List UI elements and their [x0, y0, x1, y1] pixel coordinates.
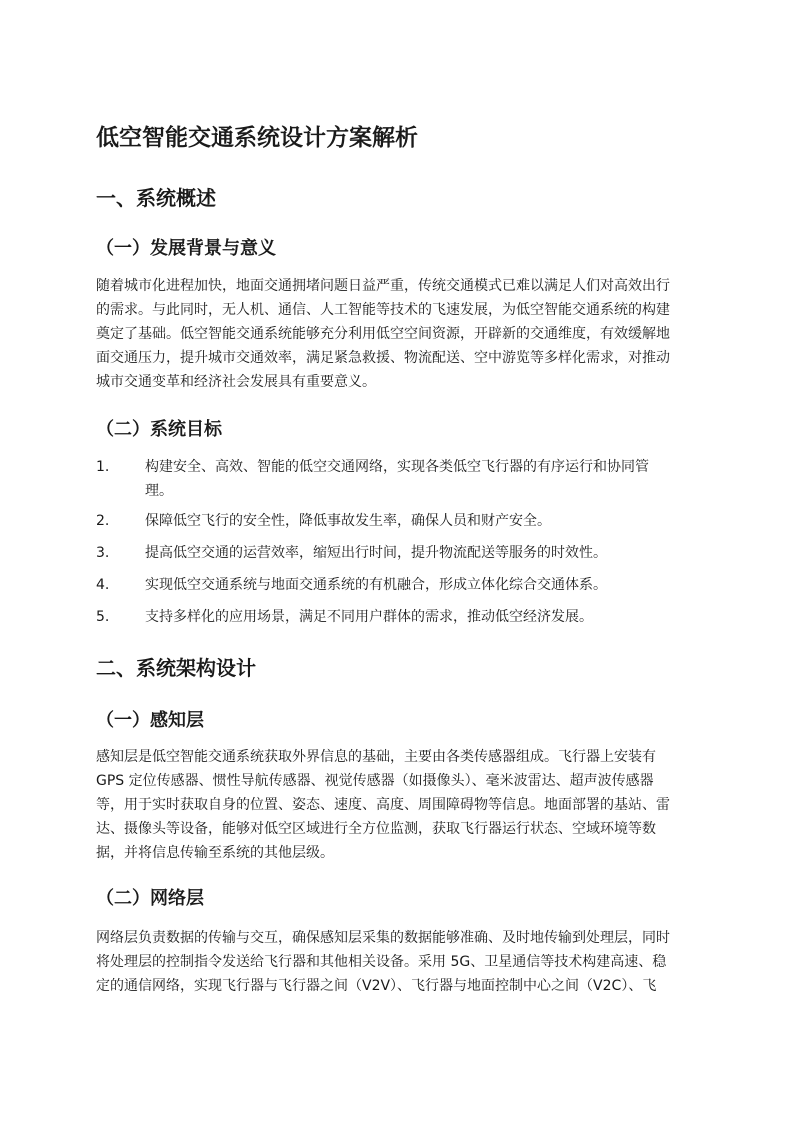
list-item-text: 构建安全、高效、智能的低空交通网络，实现各类低空飞行器的有序运行和协同管	[145, 459, 649, 475]
paragraph-line: 随着城市化进程加快，地面交通拥堵问题日益严重，传统交通模式已难以满足人们对高效出行	[96, 278, 670, 294]
subsection-heading-background: （一）发展背景与意义	[96, 238, 276, 259]
subsection-heading-network: （二）网络层	[96, 888, 204, 909]
paragraph-line: 据，并将信息传输至系统的其他层级。	[96, 845, 334, 861]
paragraph-line: 等，用于实时获取自身的位置、姿态、速度、高度、周围障碍物等信息。地面部署的基站、雷	[96, 797, 670, 813]
paragraph-line: 奠定了基础。低空智能交通系统能够充分利用低空空间资源，开辟新的交通维度，有效缓解地	[96, 326, 670, 342]
list-item-text: 提高低空交通的运营效率，缩短出行时间，提升物流配送等服务的时效性。	[145, 545, 607, 561]
document-title: 低空智能交通系统设计方案解析	[96, 125, 418, 151]
subsection-heading-perception: （一）感知层	[96, 710, 204, 731]
list-item-number: 5.	[96, 609, 110, 625]
paragraph-line: 网络层负责数据的传输与交互，确保感知层采集的数据能够准确、及时地传输到处理层，同时	[96, 930, 670, 946]
list-item-number: 1.	[96, 459, 110, 475]
subsection-heading-goals: （二）系统目标	[96, 419, 222, 440]
paragraph-line: 感知层是低空智能交通系统获取外界信息的基础，主要由各类传感器组成。飞行器上安装有	[96, 749, 656, 765]
list-item-text: 支持多样化的应用场景，满足不同用户群体的需求，推动低空经济发展。	[145, 609, 593, 625]
paragraph-line: 定的通信网络，实现飞行器与飞行器之间（V2V）、飞行器与地面控制中心之间（V2C）、飞	[96, 978, 657, 994]
paragraph-perception	[96, 745, 700, 865]
list-item-text: 实现低空交通系统与地面交通系统的有机融合，形成立体化综合交通体系。	[145, 577, 607, 593]
paragraph-line: 面交通压力，提升城市交通效率，满足紧急救援、物流配送、空中游览等多样化需求，对推动	[96, 350, 670, 366]
paragraph-line: 达、摄像头等设备，能够对低空区域进行全方位监测，获取飞行器运行状态、空域环境等数	[96, 821, 656, 837]
paragraph-line: 城市交通变革和经济社会发展具有重要意义。	[96, 374, 376, 390]
list-item-text: 理。	[145, 483, 173, 499]
paragraph-line: 的需求。与此同时，无人机、通信、人工智能等技术的飞速发展，为低空智能交通系统的构建	[96, 302, 670, 318]
list-item-number: 2.	[96, 513, 110, 529]
paragraph-network	[96, 926, 700, 998]
list-item-number: 4.	[96, 577, 110, 593]
paragraph-background	[96, 274, 700, 394]
list-item-number: 3.	[96, 545, 110, 561]
paragraph-line: 将处理层的控制指令发送给飞行器和其他相关设备。采用 5G、卫星通信等技术构建高速、稳	[96, 954, 667, 970]
paragraph-line: GPS 定位传感器、惯性导航传感器、视觉传感器（如摄像头）、毫米波雷达、超声波传感器	[96, 773, 654, 789]
section-heading-architecture: 二、系统架构设计	[96, 656, 256, 680]
section-heading-overview: 一、系统概述	[96, 186, 216, 210]
list-item-text: 保障低空飞行的安全性，降低事故发生率，确保人员和财产安全。	[145, 513, 551, 529]
